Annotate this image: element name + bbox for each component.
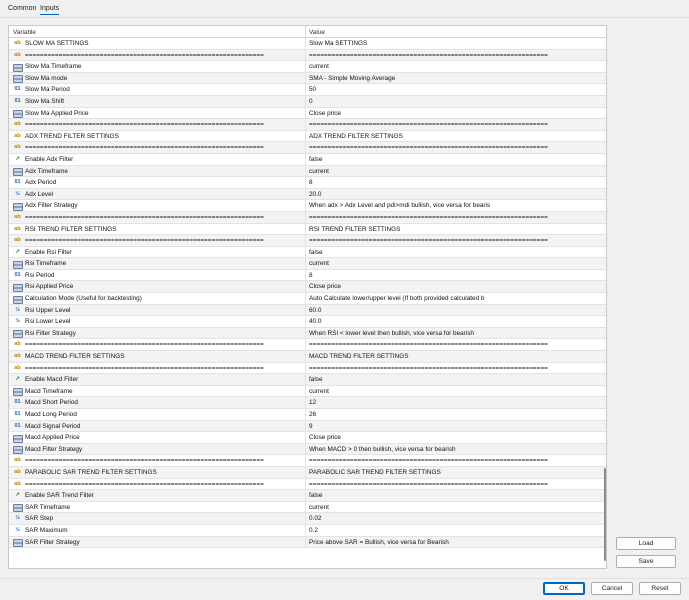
variable-name: Rsi Applied Price [25,283,74,291]
variable-value[interactable]: 8 [309,179,313,187]
cell-divider [305,96,306,107]
enum-type-icon [13,504,22,511]
variable-value[interactable]: When RSI < lower level then bullish, vice versa for bearish [309,329,474,337]
cell-divider [305,270,306,281]
cell-divider [305,50,306,61]
cell-divider [305,61,306,72]
variable-value[interactable]: current [309,167,329,175]
integer-type-icon: 01 [14,411,21,417]
variable-name: Macd Filter Strategy [25,445,83,453]
load-button[interactable]: Load [616,537,676,550]
cancel-button[interactable]: Cancel [591,582,633,595]
variable-name: RSI TREND FILTER SETTINGS [25,225,117,233]
variable-value[interactable]: ================================================================ [309,480,548,488]
table-row[interactable] [9,189,606,201]
variable-name: ================================================================ [25,457,264,465]
tab-common[interactable]: Common [8,5,37,12]
cell-divider [305,537,306,548]
cell-divider [305,293,306,304]
variable-value[interactable]: Close price [309,109,341,117]
variable-name: Rsi Upper Level [25,306,71,314]
variable-value[interactable]: ================================================================ [309,213,548,221]
variable-value[interactable]: 40.0 [309,318,322,326]
variable-name: ================================================================ [25,480,264,488]
cell-divider [305,131,306,142]
variable-value[interactable]: ================================================================ [309,364,548,372]
cell-divider [305,363,306,374]
enum-type-icon [13,446,22,453]
enum-type-icon [13,539,22,546]
table-row[interactable] [9,293,606,305]
table-row[interactable] [9,490,606,502]
variable-value[interactable]: 0.02 [309,515,322,523]
variable-value[interactable]: RSI TREND FILTER SETTINGS [309,225,401,233]
table-row[interactable] [9,513,606,525]
enum-type-icon [13,330,22,337]
variable-value[interactable]: ADX TREND FILTER SETTINGS [309,132,403,140]
variable-value[interactable]: false [309,376,323,384]
variable-name: ================================================================ [25,121,264,129]
variable-name: Slow Ma mode [25,74,68,82]
column-header-value[interactable]: Value [309,29,325,36]
string-type-icon: ab [14,364,21,371]
cell-divider [305,281,306,292]
variable-value[interactable]: Close price [309,434,341,442]
variable-value[interactable]: When adx > Adx Level and pdi>mdi bullish, vice versa for bearis [309,202,491,210]
table-row[interactable] [9,84,606,96]
variable-name: Slow Ma Period [25,86,70,94]
integer-type-icon: 01 [14,422,21,429]
table-row[interactable] [9,73,606,85]
table-body [9,38,606,548]
variable-value[interactable]: Slow Ma SETTINGS [309,40,368,47]
cell-divider [305,525,306,536]
table-row[interactable] [9,305,606,317]
table-row[interactable] [9,421,606,433]
variable-name: Macd Signal Period [25,422,81,430]
variable-value[interactable]: Close price [309,283,341,291]
table-row[interactable] [9,479,606,491]
cell-divider [305,73,306,84]
cell-divider [305,305,306,316]
variable-value[interactable]: ================================================================ [309,121,548,129]
enum-type-icon [13,260,22,267]
reset-button[interactable]: Reset [639,582,681,595]
variable-value[interactable]: false [309,155,323,163]
variable-name: SLOW MA SETTINGS [25,40,89,47]
variable-value[interactable]: 0.2 [309,526,318,534]
table-row[interactable] [9,119,606,131]
cell-divider [305,247,306,258]
variable-name: Macd Long Period [25,411,77,418]
cell-divider [305,467,306,478]
string-type-icon: ab [14,341,21,348]
column-header-variable[interactable]: Variable [13,29,36,36]
table-row[interactable] [9,374,606,386]
cell-divider [305,351,306,362]
variable-name: MACD TREND FILTER SETTINGS [25,353,125,361]
string-type-icon: ab [14,480,21,487]
table-row[interactable] [9,258,606,270]
variable-value[interactable]: 20.0 [309,190,322,198]
variable-value[interactable]: 26 [309,411,317,418]
variable-name: Calculation Mode (Useful for backtesting) [25,295,142,303]
variable-value[interactable]: MACD TREND FILTER SETTINGS [309,353,409,361]
cell-divider [305,409,306,420]
string-type-icon: ab [14,225,21,232]
cell-divider [305,386,306,397]
double-type-icon: ½ [15,318,20,325]
enum-type-icon [13,295,22,302]
variable-value[interactable]: 60.0 [309,306,322,314]
table-row[interactable] [9,363,606,375]
variable-value[interactable]: false [309,492,323,500]
variable-name: ================================================================ [25,144,264,152]
table-row[interactable] [9,177,606,189]
table-row[interactable] [9,386,606,398]
variable-name: ================================================================ [25,364,264,372]
table-row[interactable] [9,50,606,62]
table-row[interactable] [9,166,606,178]
cell-divider [305,177,306,188]
table-row[interactable] [9,328,606,340]
cell-divider [305,502,306,513]
integer-type-icon: 01 [14,179,21,186]
string-type-icon: ab [14,237,21,244]
variable-name: Rsi Lower Level [25,318,71,326]
string-type-icon: ab [14,121,21,128]
cell-divider [305,455,306,466]
table-row[interactable] [9,409,606,421]
variable-value[interactable]: Price above SAR = Bullish, vice versa for Bearish [309,538,449,546]
integer-type-icon: 01 [14,97,21,104]
table-row[interactable] [9,96,606,108]
variable-name: SAR Filter Strategy [25,538,80,546]
variable-name: Adx Period [25,179,57,187]
cell-divider [305,490,306,501]
variable-value[interactable]: current [309,63,329,71]
enum-type-icon [13,434,22,441]
table-row[interactable] [9,247,606,259]
table-row[interactable] [9,316,606,328]
variable-value[interactable]: false [309,248,323,256]
boolean-type-icon: ↗ [15,376,20,383]
variable-name: SAR Step [25,515,54,523]
save-button[interactable]: Save [616,555,676,568]
string-type-icon: ab [14,468,21,475]
table-row[interactable] [9,444,606,456]
double-type-icon: ½ [15,515,20,522]
table-row[interactable] [9,502,606,514]
variable-name: Macd Timeframe [25,387,73,395]
cell-divider [305,224,306,235]
table-row[interactable] [9,235,606,247]
variable-value[interactable]: When MACD > 0 then bullish, vice versa for bearish [309,445,456,453]
variable-value[interactable]: current [309,260,329,268]
cell-divider [305,38,306,49]
integer-type-icon: 01 [14,399,21,406]
table-row[interactable] [9,131,606,143]
string-type-icon: ab [14,132,21,139]
variable-value[interactable]: 50 [309,86,317,94]
column-divider[interactable] [305,26,306,38]
cell-divider [305,84,306,95]
cell-divider [305,421,306,432]
variable-name: SAR Timeframe [25,503,71,511]
table-row[interactable] [9,455,606,467]
cell-divider [305,119,306,130]
scrollbar-thumb[interactable] [604,468,606,561]
variable-name: Rsi Period [25,271,55,279]
variable-value[interactable]: 12 [309,399,317,407]
variable-name: Enable Macd Filter [25,376,79,384]
table-row[interactable] [9,154,606,166]
table-row[interactable] [9,224,606,236]
variable-name: Adx Filter Strategy [25,202,78,210]
table-row[interactable] [9,212,606,224]
ok-button[interactable]: OK [543,582,585,595]
string-type-icon: ab [14,144,21,151]
table-row[interactable] [9,200,606,212]
variable-value[interactable]: Auto Calculate lower/upper level (If both provided calculated b [309,295,485,303]
variable-name: ================================================================ [25,341,264,349]
variable-name: Adx Level [25,190,54,198]
inputs-table [8,25,607,569]
variable-value[interactable]: ================================================================ [309,237,548,245]
table-row[interactable] [9,61,606,73]
variable-name: SAR Maximum [25,526,68,534]
enum-type-icon [13,283,22,290]
tab-inputs[interactable]: Inputs [40,5,59,15]
variable-name: PARABOLIC SAR TREND FILTER SETTINGS [25,468,157,476]
string-type-icon: ab [14,40,21,46]
boolean-type-icon: ↗ [15,492,20,499]
variable-value[interactable]: 8 [309,271,313,279]
variable-name: ADX TREND FILTER SETTINGS [25,132,119,140]
cell-divider [305,339,306,350]
variable-value[interactable]: PARABOLIC SAR TREND FILTER SETTINGS [309,468,441,476]
variable-name: Enable Adx Filter [25,155,74,163]
cell-divider [305,374,306,385]
variable-name: ================================================================ [25,237,264,245]
variable-name: Slow Ma Applied Price [25,109,89,117]
string-type-icon: ab [14,353,21,360]
enum-type-icon [13,168,22,175]
table-row[interactable] [9,351,606,363]
variable-name: Rsi Timeframe [25,260,67,268]
variable-name: Enable Rsi Filter [25,248,72,256]
cell-divider [305,108,306,119]
cell-divider [305,142,306,153]
cell-divider [305,513,306,524]
variable-name: Enable SAR Trend Filter [25,492,94,500]
enum-type-icon [13,388,22,395]
table-row[interactable] [9,270,606,282]
enum-type-icon [13,202,22,209]
boolean-type-icon: ↗ [15,248,20,255]
string-type-icon: ab [14,213,21,220]
table-row[interactable] [9,339,606,351]
cell-divider [305,432,306,443]
integer-type-icon: 01 [14,86,21,93]
variable-name: Slow Ma Timeframe [25,63,82,71]
variable-value[interactable]: 0 [309,97,313,105]
variable-value[interactable]: SMA - Simple Moving Average [309,74,396,82]
table-row[interactable] [9,38,606,50]
enum-type-icon [13,63,22,70]
variable-value[interactable]: ================================================================ [309,51,548,59]
table-row[interactable] [9,281,606,293]
cell-divider [305,444,306,455]
table-row[interactable] [9,108,606,120]
cell-divider [305,166,306,177]
table-row[interactable] [9,432,606,444]
variable-value[interactable]: ================================================================ [309,457,548,465]
dialog-button-bar [0,578,689,600]
table-row[interactable] [9,467,606,479]
variable-name: Macd Applied Price [25,434,80,442]
variable-name: ================================================================ [25,213,264,221]
table-row[interactable] [9,142,606,154]
cell-divider [305,154,306,165]
variable-value[interactable]: current [309,503,329,511]
string-type-icon: ab [14,51,21,58]
string-type-icon: ab [14,457,21,464]
cell-divider [305,397,306,408]
cell-divider [305,258,306,269]
tab-bar [0,0,689,18]
double-type-icon: ½ [15,526,20,533]
variable-value[interactable]: ================================================================ [309,144,548,152]
variable-value[interactable]: 9 [309,422,313,430]
table-row[interactable] [9,525,606,537]
enum-type-icon [13,75,22,82]
cell-divider [305,189,306,200]
cell-divider [305,200,306,211]
cell-divider [305,316,306,327]
enum-type-icon [13,110,22,117]
variable-value[interactable]: current [309,387,329,395]
table-row[interactable] [9,537,606,549]
variable-name: Rsi Filter Strategy [25,329,76,337]
variable-name: Adx Timeframe [25,167,68,175]
variable-name: Slow Ma Shift [25,97,65,105]
cell-divider [305,212,306,223]
cell-divider [305,479,306,490]
variable-value[interactable]: ================================================================ [309,341,548,349]
variable-name: ================================================================ [25,51,264,59]
double-type-icon: ½ [15,190,20,197]
table-header [9,26,606,38]
variable-name: Macd Short Period [25,399,78,407]
cell-divider [305,235,306,246]
double-type-icon: ½ [15,306,20,313]
integer-type-icon: 01 [14,271,21,278]
table-row[interactable] [9,397,606,409]
cell-divider [305,328,306,339]
boolean-type-icon: ↗ [15,155,20,162]
